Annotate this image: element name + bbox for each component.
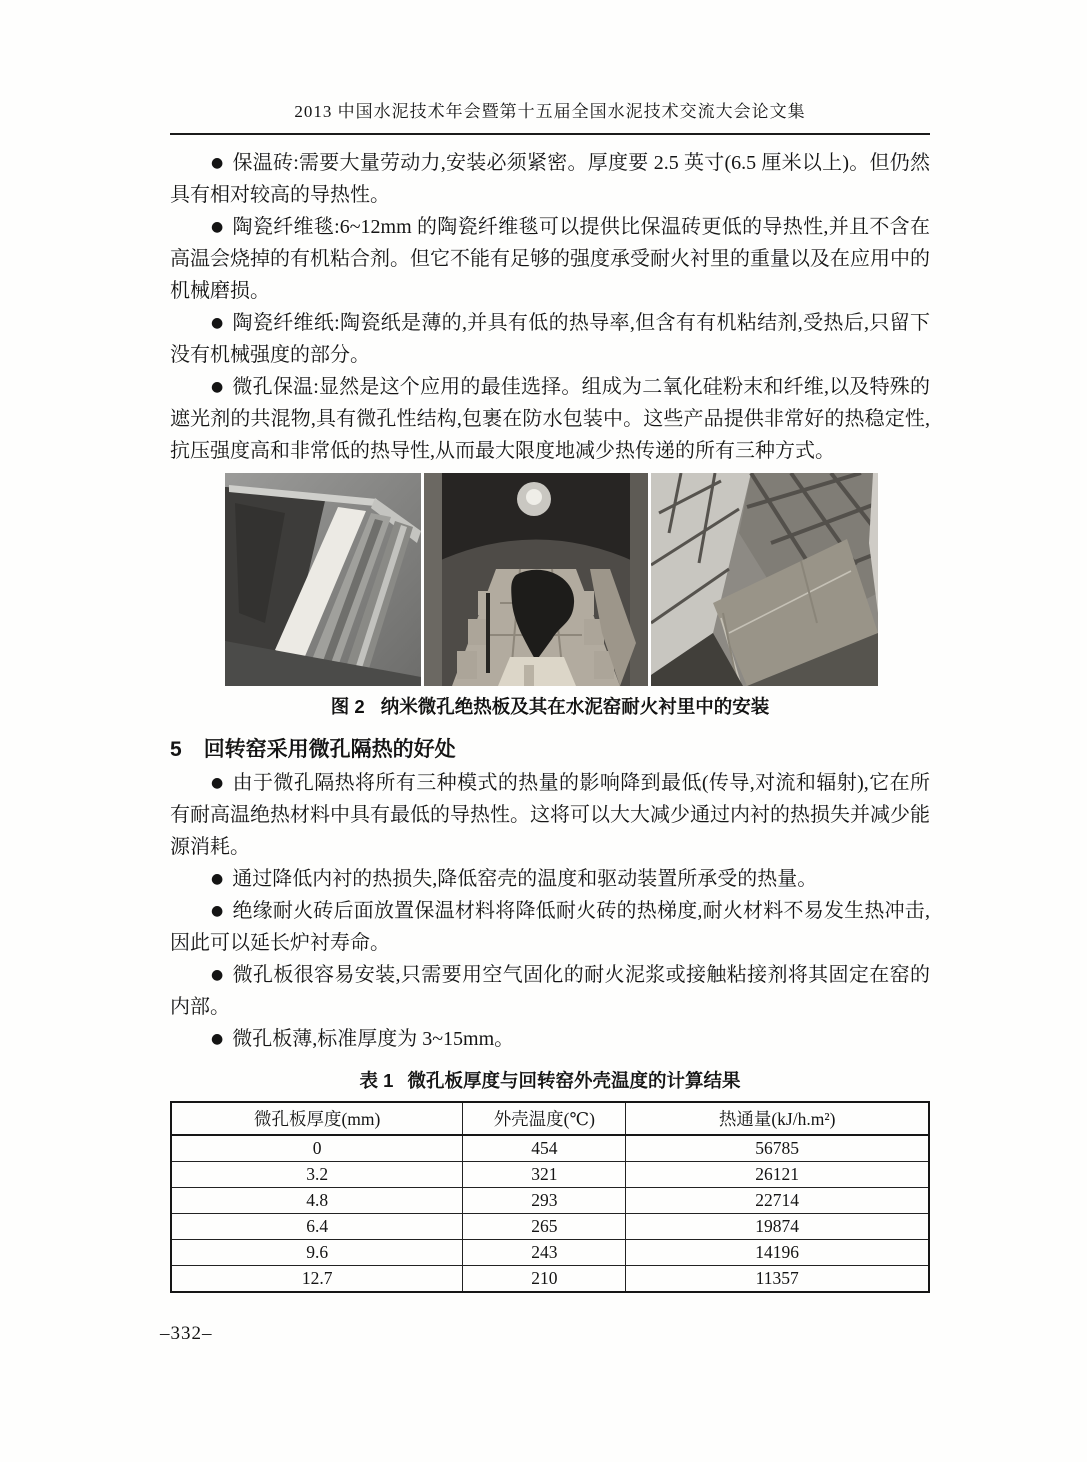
table-cell: 0 [171, 1135, 463, 1162]
benefit-bullet-thermal-gradient [170, 895, 930, 959]
table-cell: 265 [463, 1214, 626, 1240]
benefit-bullet-thin-board [170, 1023, 930, 1055]
intro-bullet-ceramic-fiber-blanket [170, 211, 930, 307]
table-cell: 14196 [626, 1240, 929, 1266]
paragraph-text: 陶瓷纤维毯:6~12mm 的陶瓷纤维毯可以提供比保温砖更低的导热性,并且不含在高温会烧掉的有机粘合剂。但它不能有足够的强度承受耐火衬里的重量以及在应用中的机械磨损。 [170, 216, 930, 302]
benefit-bullet-shell-temperature [170, 863, 930, 895]
bullet-icon: ● [211, 967, 224, 983]
section-5-heading [170, 735, 930, 765]
figure2-caption [170, 695, 930, 719]
benefit-bullet-lowest-conductivity [170, 767, 930, 863]
figure2-photo-boards [225, 473, 421, 686]
figure2 [170, 473, 930, 719]
table-cell: 6.4 [171, 1214, 463, 1240]
table-cell: 243 [463, 1240, 626, 1266]
table-cell: 22714 [626, 1188, 929, 1214]
table1-title-text: 微孔板厚度与回转窑外壳温度的计算结果 [407, 1070, 741, 1091]
table-row [171, 1135, 929, 1162]
header-rule [170, 133, 930, 135]
table-cell: 26121 [626, 1162, 929, 1188]
page-header-title: 2013 中国水泥技术年会暨第十五届全国水泥技术交流大会论文集 [294, 102, 806, 121]
column-header-shell-temp: 外壳温度(℃) [463, 1102, 626, 1135]
table-cell: 19874 [626, 1214, 929, 1240]
table-cell: 210 [463, 1266, 626, 1293]
bullet-icon: ● [211, 903, 224, 919]
table-cell: 4.8 [171, 1188, 463, 1214]
bullet-icon: ● [211, 219, 224, 235]
bullet-icon: ● [211, 315, 224, 331]
figure2-label: 图 2 [330, 696, 365, 717]
paragraph-text: 微孔保温:显然是这个应用的最佳选择。组成为二氧化硅粉末和纤维,以及特殊的遮光剂的共混物,具有微孔性结构,包裹在防水包装中。这些产品提供非常好的热稳定性,抗压强度高和非常低的热导性,从而最大限度地减少热传递的所有三种方式。 [170, 376, 930, 462]
bullet-icon: ● [211, 379, 224, 395]
paragraph-text: 陶瓷纤维纸:陶瓷纸是薄的,并具有低的热导率,但含有有机粘结剂,受热后,只留下没有机械强度的部分。 [170, 312, 931, 366]
table1-label: 表 1 [359, 1070, 394, 1091]
figure2-photo-strip [225, 473, 875, 686]
page-number: –332– [160, 1323, 213, 1344]
bullet-icon: ● [211, 1031, 224, 1047]
section-number: 5 [170, 738, 182, 761]
table-row [171, 1162, 929, 1188]
table-row [171, 1266, 929, 1293]
table-row [171, 1240, 929, 1266]
table-row [171, 1214, 929, 1240]
bullet-icon: ● [211, 871, 224, 887]
bullet-icon: ● [211, 155, 224, 171]
benefits-section [170, 767, 930, 1055]
table1 [170, 1101, 930, 1293]
table-row [171, 1188, 929, 1214]
benefit-bullet-easy-install [170, 959, 930, 1023]
paragraph-text: 微孔板薄,标准厚度为 3~15mm。 [232, 1028, 515, 1050]
table-cell: 11357 [626, 1266, 929, 1293]
paragraph-text: 保温砖:需要大量劳动力,安装必须紧密。厚度要 2.5 英寸(6.5 厘米以上)。但仍然具有相对较高的导热性。 [170, 152, 930, 206]
table-cell: 293 [463, 1188, 626, 1214]
intro-section [170, 147, 930, 467]
paragraph-text: 绝缘耐火砖后面放置保温材料将降低耐火砖的热梯度,耐火材料不易发生热冲击,因此可以延长炉衬寿命。 [170, 900, 931, 954]
paragraph-text: 由于微孔隔热将所有三种模式的热量的影响降到最低(传导,对流和辐射),它在所有耐高温绝热材料中具有最低的导热性。这将可以大大减少通过内衬的热损失并减少能源消耗。 [170, 772, 930, 858]
table-cell: 12.7 [171, 1266, 463, 1293]
paragraph-text: 通过降低内衬的热损失,降低窑壳的温度和驱动装置所承受的热量。 [232, 868, 818, 890]
table-cell: 3.2 [171, 1162, 463, 1188]
figure2-photo-brick-lining [651, 473, 878, 686]
column-header-thickness: 微孔板厚度(mm) [171, 1102, 463, 1135]
paragraph-text: 微孔板很容易安装,只需要用空气固化的耐火泥浆或接触粘接剂将其固定在窑的内部。 [170, 964, 931, 1018]
intro-bullet-microporous-insulation [170, 371, 930, 467]
figure2-caption-text: 纳米微孔绝热板及其在水泥窑耐火衬里中的安装 [380, 696, 770, 717]
column-header-heat-flux: 热通量(kJ/h.m²) [626, 1102, 929, 1135]
table-cell: 9.6 [171, 1240, 463, 1266]
table-cell: 454 [463, 1135, 626, 1162]
table-cell: 321 [463, 1162, 626, 1188]
table-header-row [171, 1102, 929, 1135]
table1-title [170, 1069, 930, 1093]
section-title: 回转窑采用微孔隔热的好处 [203, 738, 456, 761]
bullet-icon: ● [211, 775, 224, 791]
intro-bullet-ceramic-fiber-paper [170, 307, 930, 371]
intro-bullet-insulating-brick [170, 147, 930, 211]
table-cell: 56785 [626, 1135, 929, 1162]
figure2-photo-kiln-interior [424, 473, 648, 686]
